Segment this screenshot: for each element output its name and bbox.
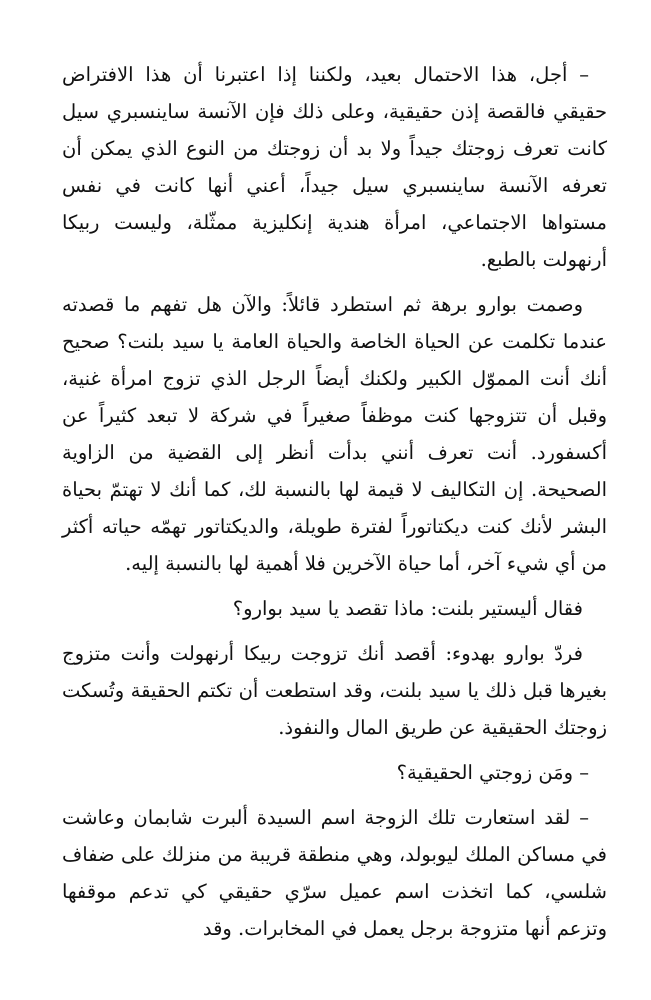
paragraph-5: – ومَن زوجتي الحقيقية؟ (396, 761, 589, 784)
paragraph-6: – لقد استعارت تلك الزوجة اسم السيدة ألبرت شابمان وعاشت في مساكن الملك ليوبولد، وهي منطقة قريبة من منزلك على ضفاف شلسي، كما اتخذت اسم عميل سرّي حقيقي كي تدعم موقفها وتزعم أنها متزوجة برجل يعمل في المخابرات. وقد (62, 806, 607, 940)
paragraph-4: فردّ بوارو بهدوء: أقصد أنك تزوجت ربيكا أرنهولت وأنت متزوج بغيرها قبل ذلك يا سيد بلنت، وقد استطعت أن تكتم الحقيقة وتُسكت زوجتك الحقيقية عن طريق المال والنفوذ. (62, 642, 607, 739)
paragraph-2: وصمت بوارو برهة ثم استطرد قائلاً: والآن هل تفهم ما قصدته عندما تكلمت عن الحياة الخاصة والحياة العامة يا سيد بلنت؟ صحيح أنك أنت المموّل الكبير ولكنك أيضاً الرجل الذي تزوج امرأة غنية، وقبل أن تتزوجها كنت موظفاً صغيراً في شركة لا تبعد كثيراً عن أكسفورد. أنت تعرف أنني بدأت أنظر إلى القضية من الزاوية الصحيحة. إن التكاليف لا قيمة لها بالنسبة لك، كما أنك لا تهتمّ بحياة البشر لأنك كنت ديكتاتوراً لفترة طويلة، والديكتاتور تهمّه حياته أكثر من أي شيء آخر، أما حياة الآخرين فلا أهمية لها بالنسبة إليه. (62, 293, 607, 575)
paragraph-3: فقال أليستير بلنت: ماذا تقصد يا سيد بوارو؟ (232, 597, 583, 620)
paragraph-1: – أجل، هذا الاحتمال بعيد، ولكننا إذا اعتبرنا أن هذا الافتراض حقيقي فالقصة إذن حقيقية، وعلى ذلك فإن الآنسة ساينسبري سيل كانت تعرف زوجتك جيداً ولا بد أن زوجتك من النوع الذي يمكن أن تعرفه الآنسة ساينسبري سيل جيداً، أعني أنها كانت في نفس مستواها الاجتماعي، امرأة هندية إنكليزية ممثّلة، وليست ربيكا أرنهولت بالطبع. (62, 63, 607, 271)
book-page (62, 56, 607, 947)
